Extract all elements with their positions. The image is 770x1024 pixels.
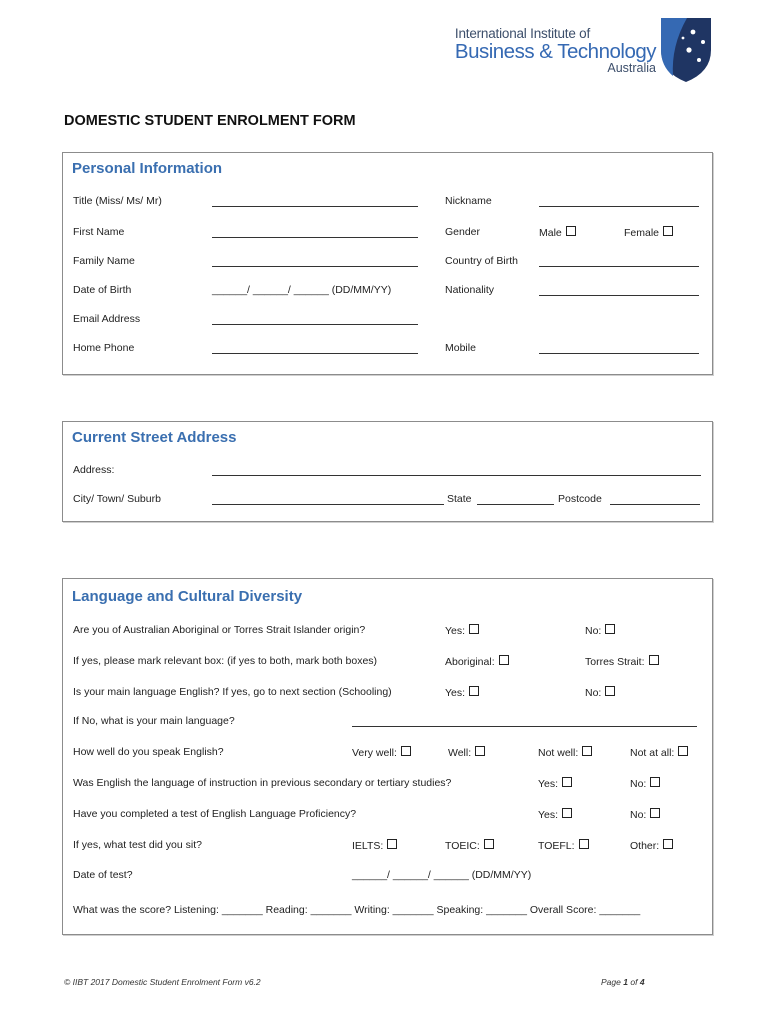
personal-information-panel — [62, 152, 713, 375]
gender-male-option[interactable] — [539, 226, 576, 239]
state-field[interactable] — [477, 504, 554, 505]
first-name-field[interactable] — [212, 237, 418, 238]
yes-label: Yes: — [538, 778, 559, 790]
not-well-option[interactable] — [538, 746, 592, 759]
toefl-option[interactable] — [538, 839, 589, 852]
proficiency-yes[interactable] — [538, 808, 572, 821]
yes-label: Yes: — [445, 625, 466, 637]
home-phone-field[interactable] — [212, 353, 418, 354]
page-current: 1 — [623, 977, 628, 987]
toeic-option[interactable] — [445, 839, 494, 852]
yes-label: Yes: — [445, 687, 466, 699]
footer-form-version: © IIBT 2017 Domestic Student Enrolment Form v6.2 — [64, 977, 261, 987]
instruction-no[interactable] — [630, 777, 660, 790]
q-score[interactable]: What was the score? Listening: _______ Reading: _______ Writing: _______ Speaking: _______ Overall Score: _______ — [73, 904, 641, 916]
not-at-all-label: Not at all: — [630, 747, 675, 759]
nickname-field[interactable] — [539, 206, 699, 207]
aboriginal-origin-no-checkbox[interactable] — [605, 624, 615, 634]
proficiency-yes-checkbox[interactable] — [562, 808, 572, 818]
toefl-label: TOEFL: — [538, 840, 575, 852]
page-of: of — [630, 977, 638, 987]
aboriginal-origin-no[interactable] — [585, 624, 615, 637]
very-well-checkbox[interactable] — [401, 746, 411, 756]
family-name-label: Family Name — [73, 255, 135, 267]
city-field[interactable] — [212, 504, 444, 505]
q-speak-english: How well do you speak English? — [73, 746, 224, 758]
not-well-checkbox[interactable] — [582, 746, 592, 756]
gender-male-label: Male — [539, 227, 562, 239]
well-label: Well: — [448, 747, 472, 759]
footer-page-number — [601, 977, 645, 987]
city-label: City/ Town/ Suburb — [73, 493, 161, 505]
family-name-field[interactable] — [212, 266, 418, 267]
well-option[interactable] — [448, 746, 485, 759]
other-option[interactable] — [630, 839, 673, 852]
q-date-of-test: Date of test? — [73, 869, 133, 881]
address-label: Address: — [73, 464, 115, 476]
other-checkbox[interactable] — [663, 839, 673, 849]
logo-line-3: Australia — [607, 61, 656, 75]
postcode-field[interactable] — [610, 504, 700, 505]
no-label: No: — [630, 809, 647, 821]
main-language-yes-checkbox[interactable] — [469, 686, 479, 696]
q-language-of-instruction: Was English the language of instruction in previous secondary or tertiary studies? — [73, 777, 452, 789]
instruction-yes[interactable] — [538, 777, 572, 790]
email-label: Email Address — [73, 313, 141, 325]
mobile-label: Mobile — [445, 342, 476, 354]
gender-female-label: Female — [624, 227, 660, 239]
other-label: Other: — [630, 840, 660, 852]
main-language-no-checkbox[interactable] — [605, 686, 615, 696]
date-of-birth-label: Date of Birth — [73, 284, 132, 296]
ielts-checkbox[interactable] — [387, 839, 397, 849]
nickname-label: Nickname — [445, 195, 492, 207]
address-field[interactable] — [212, 475, 701, 476]
yes-label: Yes: — [538, 809, 559, 821]
form-title: DOMESTIC STUDENT ENROLMENT FORM — [64, 113, 356, 129]
torres-strait-label: Torres Strait: — [585, 656, 645, 668]
no-label: No: — [585, 625, 602, 637]
proficiency-no-checkbox[interactable] — [650, 808, 660, 818]
postcode-label: Postcode — [558, 493, 602, 505]
very-well-label: Very well: — [352, 747, 397, 759]
logo-wordmark — [455, 26, 656, 75]
very-well-option[interactable] — [352, 746, 411, 759]
no-label: No: — [585, 687, 602, 699]
address-title: Current Street Address — [72, 429, 237, 446]
q-test-sat: If yes, what test did you sit? — [73, 839, 202, 851]
page-label: Page — [601, 977, 621, 987]
title-label: Title (Miss/ Ms/ Mr) — [73, 195, 162, 207]
proficiency-no[interactable] — [630, 808, 660, 821]
home-phone-label: Home Phone — [73, 342, 135, 354]
aboriginal-origin-yes[interactable] — [445, 624, 479, 637]
gender-label: Gender — [445, 226, 481, 238]
toeic-label: TOEIC: — [445, 840, 480, 852]
instruction-no-checkbox[interactable] — [650, 777, 660, 787]
main-language-english-yes[interactable] — [445, 686, 479, 699]
toefl-checkbox[interactable] — [579, 839, 589, 849]
date-of-birth-field[interactable]: ______/ ______/ ______ (DD/MM/YY) — [212, 284, 392, 296]
no-label: No: — [630, 778, 647, 790]
aboriginal-checkbox[interactable] — [499, 655, 509, 665]
gender-female-checkbox[interactable] — [663, 226, 673, 236]
q-main-language-english: Is your main language English? If yes, go to next section (Schooling) — [73, 686, 392, 698]
gender-female-option[interactable] — [624, 226, 673, 239]
toeic-checkbox[interactable] — [484, 839, 494, 849]
nationality-field[interactable] — [539, 295, 699, 296]
title-field[interactable] — [212, 206, 418, 207]
logo-line-1: International Institute of — [454, 26, 591, 41]
ielts-option[interactable] — [352, 839, 397, 852]
first-name-label: First Name — [73, 226, 125, 238]
language-title: Language and Cultural Diversity — [72, 588, 303, 605]
country-of-birth-field[interactable] — [539, 266, 699, 267]
logo-line-2: Business & Technology — [454, 40, 656, 63]
state-label: State — [447, 493, 472, 505]
q-relevant-box: If yes, please mark relevant box: (if yes to both, mark both boxes) — [73, 655, 378, 667]
aboriginal-label: Aboriginal: — [445, 656, 495, 668]
main-language-english-no[interactable] — [585, 686, 615, 699]
ielts-label: IELTS: — [352, 840, 384, 852]
personal-information-title: Personal Information — [72, 160, 223, 177]
not-at-all-checkbox[interactable] — [678, 746, 688, 756]
gender-male-checkbox[interactable] — [566, 226, 576, 236]
mobile-field[interactable] — [539, 353, 699, 354]
not-at-all-option[interactable] — [630, 746, 688, 759]
page-total: 4 — [639, 977, 645, 987]
email-field[interactable] — [212, 324, 418, 325]
logo-shield-icon — [657, 16, 715, 84]
aboriginal-option[interactable] — [445, 655, 509, 668]
q-main-language: If No, what is your main language? — [73, 715, 235, 727]
main-language-field[interactable] — [352, 726, 697, 727]
nationality-label: Nationality — [445, 284, 495, 296]
torres-strait-option[interactable] — [585, 655, 659, 668]
country-of-birth-label: Country of Birth — [445, 255, 518, 267]
not-well-label: Not well: — [538, 747, 579, 759]
date-of-test-field[interactable]: ______/ ______/ ______ (DD/MM/YY) — [352, 869, 532, 881]
torres-strait-checkbox[interactable] — [649, 655, 659, 665]
q-proficiency-test: Have you completed a test of English Language Proficiency? — [73, 808, 357, 820]
aboriginal-origin-yes-checkbox[interactable] — [469, 624, 479, 634]
well-checkbox[interactable] — [475, 746, 485, 756]
instruction-yes-checkbox[interactable] — [562, 777, 572, 787]
q-aboriginal-origin: Are you of Australian Aboriginal or Torres Strait Islander origin? — [73, 624, 366, 636]
